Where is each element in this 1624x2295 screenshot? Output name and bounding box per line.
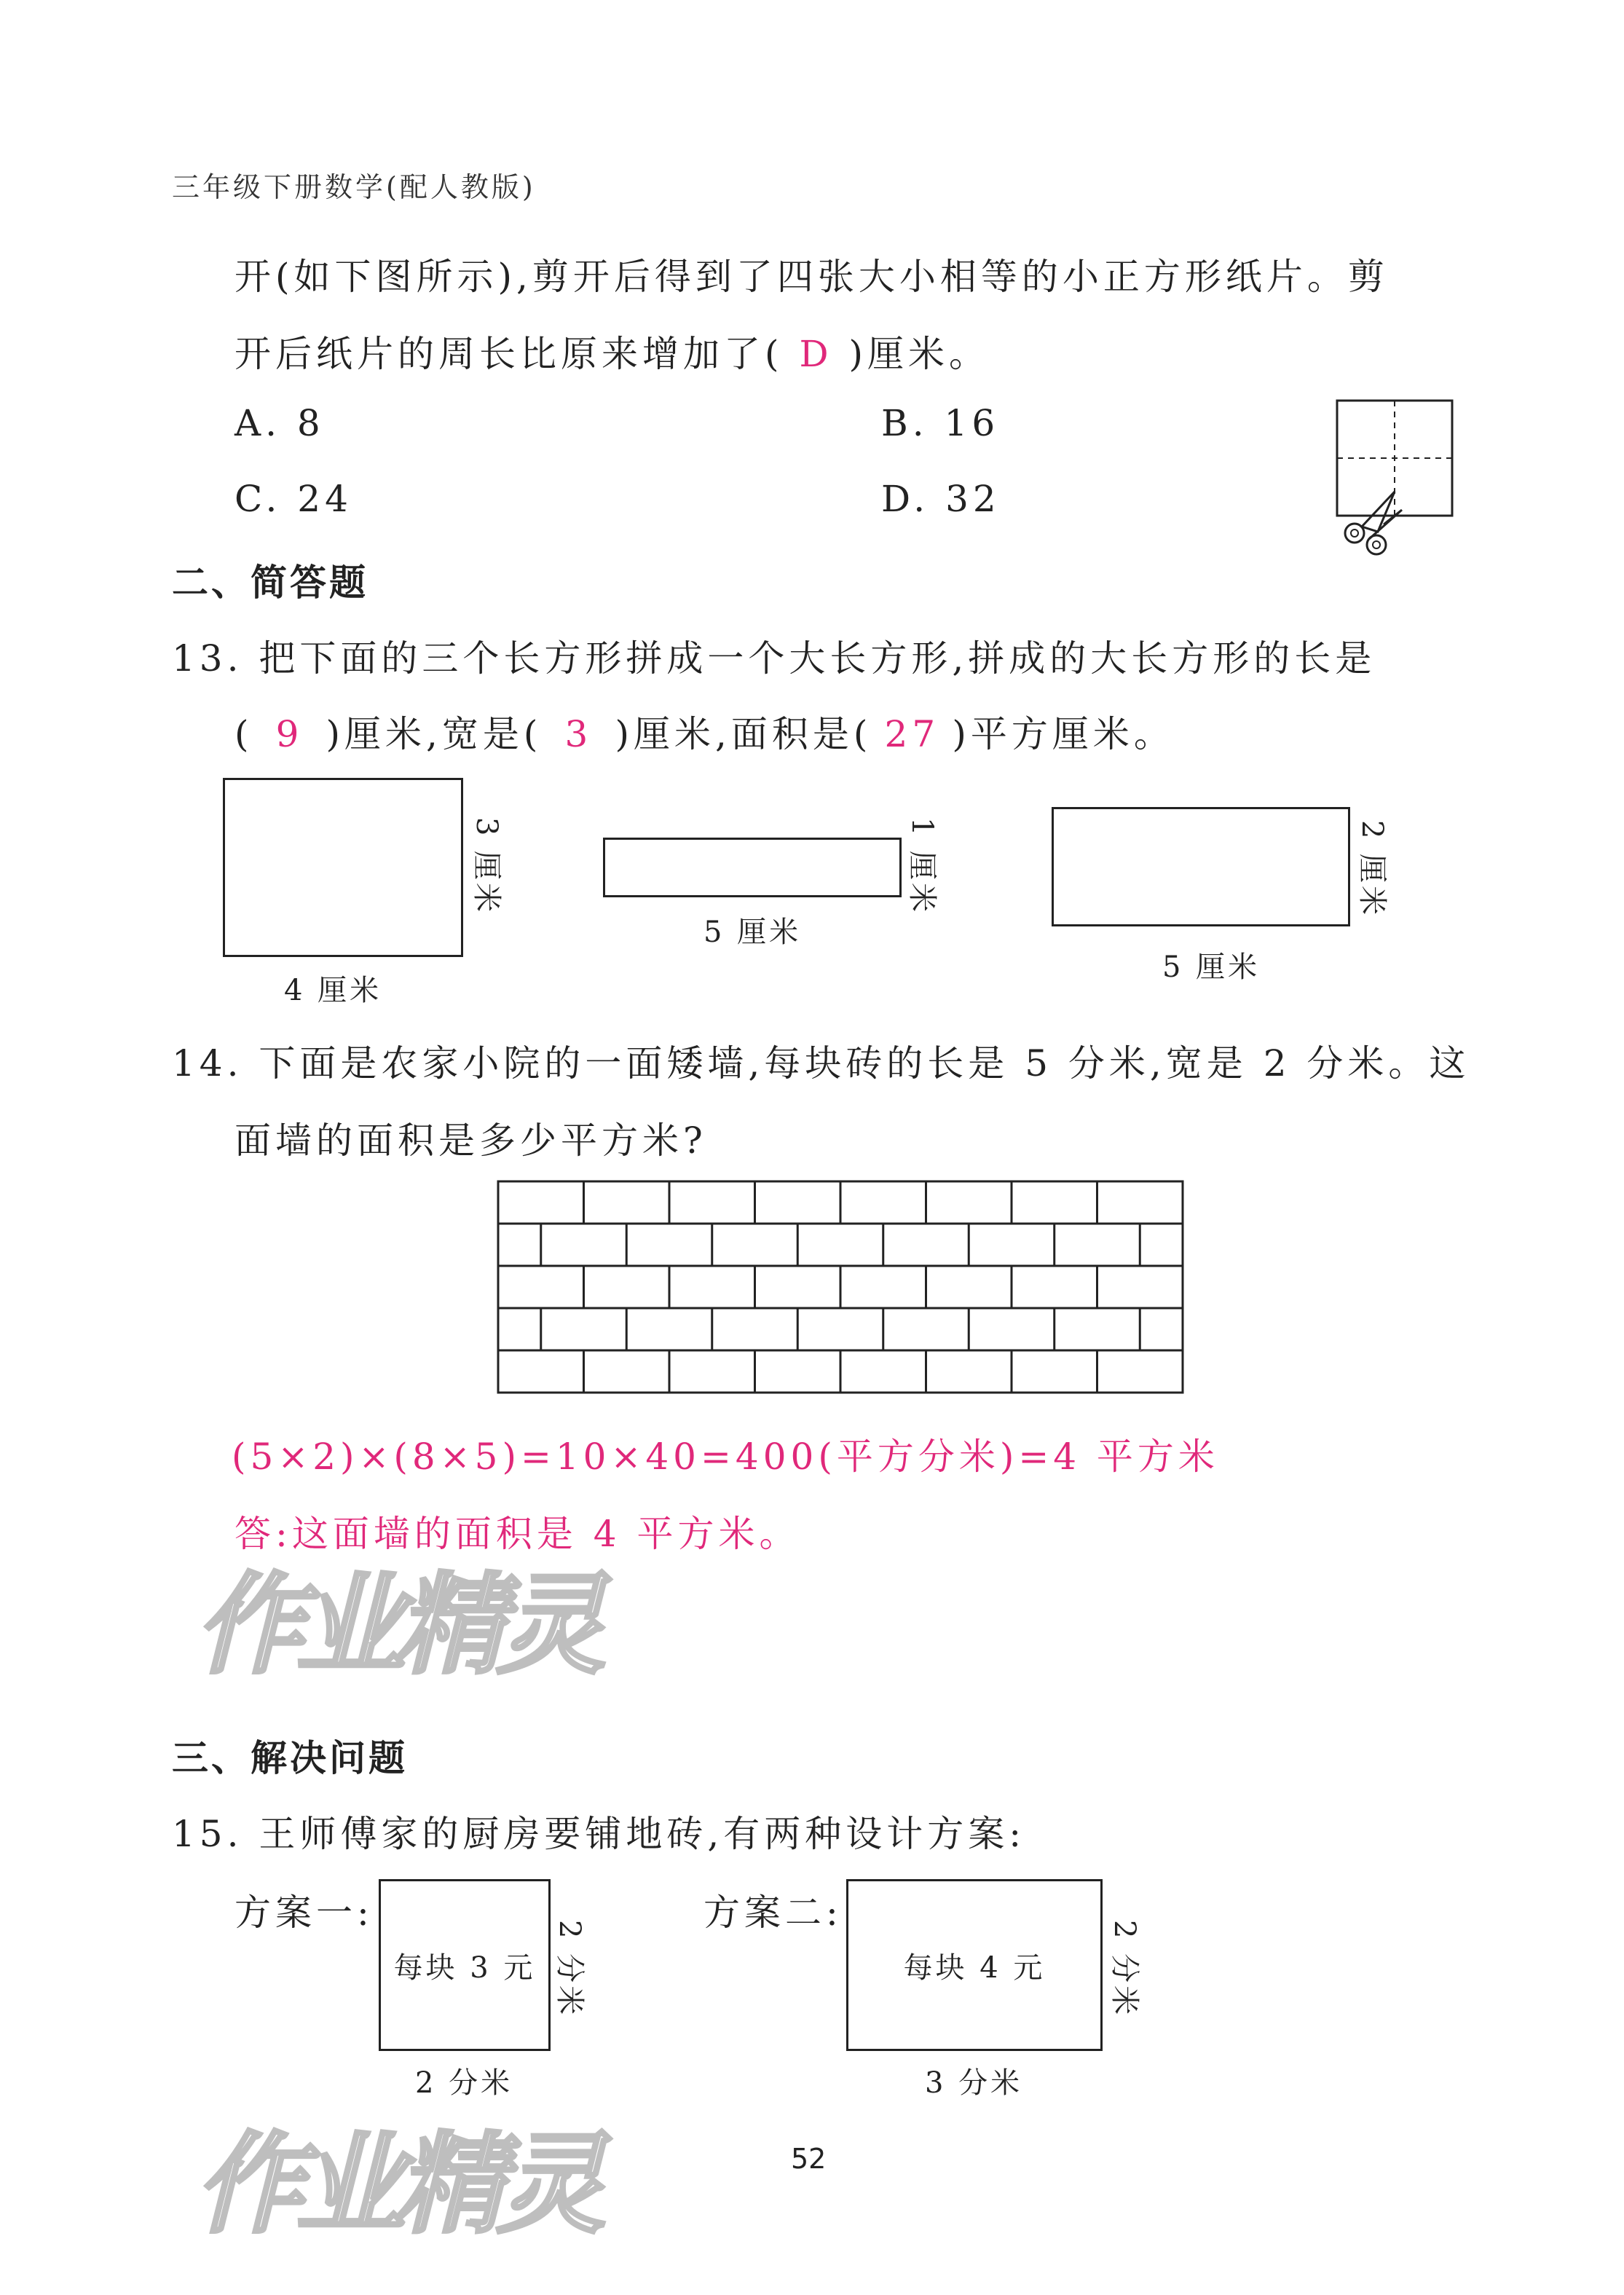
- watermark-top: 作业精灵: [195, 1562, 598, 1689]
- q13-answer-width: 3: [564, 713, 593, 755]
- rectangle-3: [1052, 807, 1350, 926]
- option-d: D. 32: [881, 478, 1001, 520]
- page-header: 三年级下册数学(配人教版): [172, 171, 536, 203]
- q12-line2: [234, 325, 990, 377]
- rect2-width-label: 5 厘米: [703, 916, 802, 949]
- q13-answer-area: 27: [884, 713, 940, 755]
- q13-width-text: )厘米,宽是(: [326, 713, 543, 755]
- rect3-width-label: 5 厘米: [1162, 950, 1261, 984]
- plan1-price: 每块 3 元: [393, 1950, 536, 1985]
- q12-line1: 开(如下图所示),剪开后得到了四张大小相等的小正方形纸片。剪: [234, 256, 1389, 298]
- paper-cut-figure: [1325, 393, 1471, 568]
- q13-line2: [234, 705, 1175, 757]
- section-3-title: 三、解决问题: [172, 1737, 408, 1779]
- q14-solution: (5×2)×(8×5)=10×40=400(平方分米)=4 平方米: [232, 1436, 1219, 1478]
- page-number: 52: [791, 2143, 827, 2175]
- q14-line2: 面墙的面积是多少平方米?: [234, 1119, 707, 1162]
- section-2-title: 二、简答题: [172, 562, 368, 604]
- rect2-height-label: 1 厘米: [905, 817, 939, 916]
- q14-answer: 答:这面墙的面积是 4 平方米。: [234, 1513, 800, 1555]
- q15-line1: 15. 王师傅家的厨房要铺地砖,有两种设计方案:: [172, 1813, 1026, 1855]
- q13-unit-text: )平方厘米。: [952, 713, 1175, 755]
- plan2-tile: [846, 1879, 1103, 2051]
- plan2-height-label: 2 分米: [1108, 1920, 1141, 2018]
- q13-answer-length: 9: [275, 713, 304, 755]
- q13-line1: 13. 把下面的三个长方形拼成一个大长方形,拼成的大长方形的长是: [172, 637, 1376, 680]
- q12-answer: D: [799, 333, 833, 375]
- watermark-bottom: 作业精灵: [195, 2122, 598, 2248]
- q13-paren: (: [234, 713, 253, 755]
- option-c: C. 24: [234, 478, 352, 520]
- option-a: A. 8: [234, 402, 325, 444]
- plan1-tile: [379, 1879, 551, 2051]
- rect3-height-label: 2 厘米: [1355, 820, 1389, 918]
- plan2-width-label: 3 分米: [925, 2066, 1023, 2100]
- rect1-height-label: 3 厘米: [470, 817, 503, 916]
- scissors-icon: [1345, 492, 1402, 554]
- q12-line2-before: 开后纸片的周长比原来增加了(: [234, 333, 784, 375]
- plan1-height-label: 2 分米: [553, 1920, 586, 2018]
- rectangle-2: [603, 838, 902, 897]
- plan1-width-label: 2 分米: [415, 2066, 513, 2100]
- rect1-width-label: 4 厘米: [284, 974, 382, 1007]
- option-b: B. 16: [881, 402, 1000, 444]
- rectangle-1: [223, 778, 463, 957]
- q12-line2-after: )厘米。: [848, 333, 990, 375]
- q13-area-text: )厘米,面积是(: [615, 713, 872, 755]
- q14-line1: 14. 下面是农家小院的一面矮墙,每块砖的长是 5 分米,宽是 2 分米。这: [172, 1042, 1470, 1084]
- plan2-price: 每块 4 元: [903, 1950, 1046, 1985]
- brick-wall: [497, 1180, 1186, 1398]
- plan2-label: 方案二:: [703, 1891, 843, 1934]
- plan1-label: 方案一:: [234, 1891, 374, 1934]
